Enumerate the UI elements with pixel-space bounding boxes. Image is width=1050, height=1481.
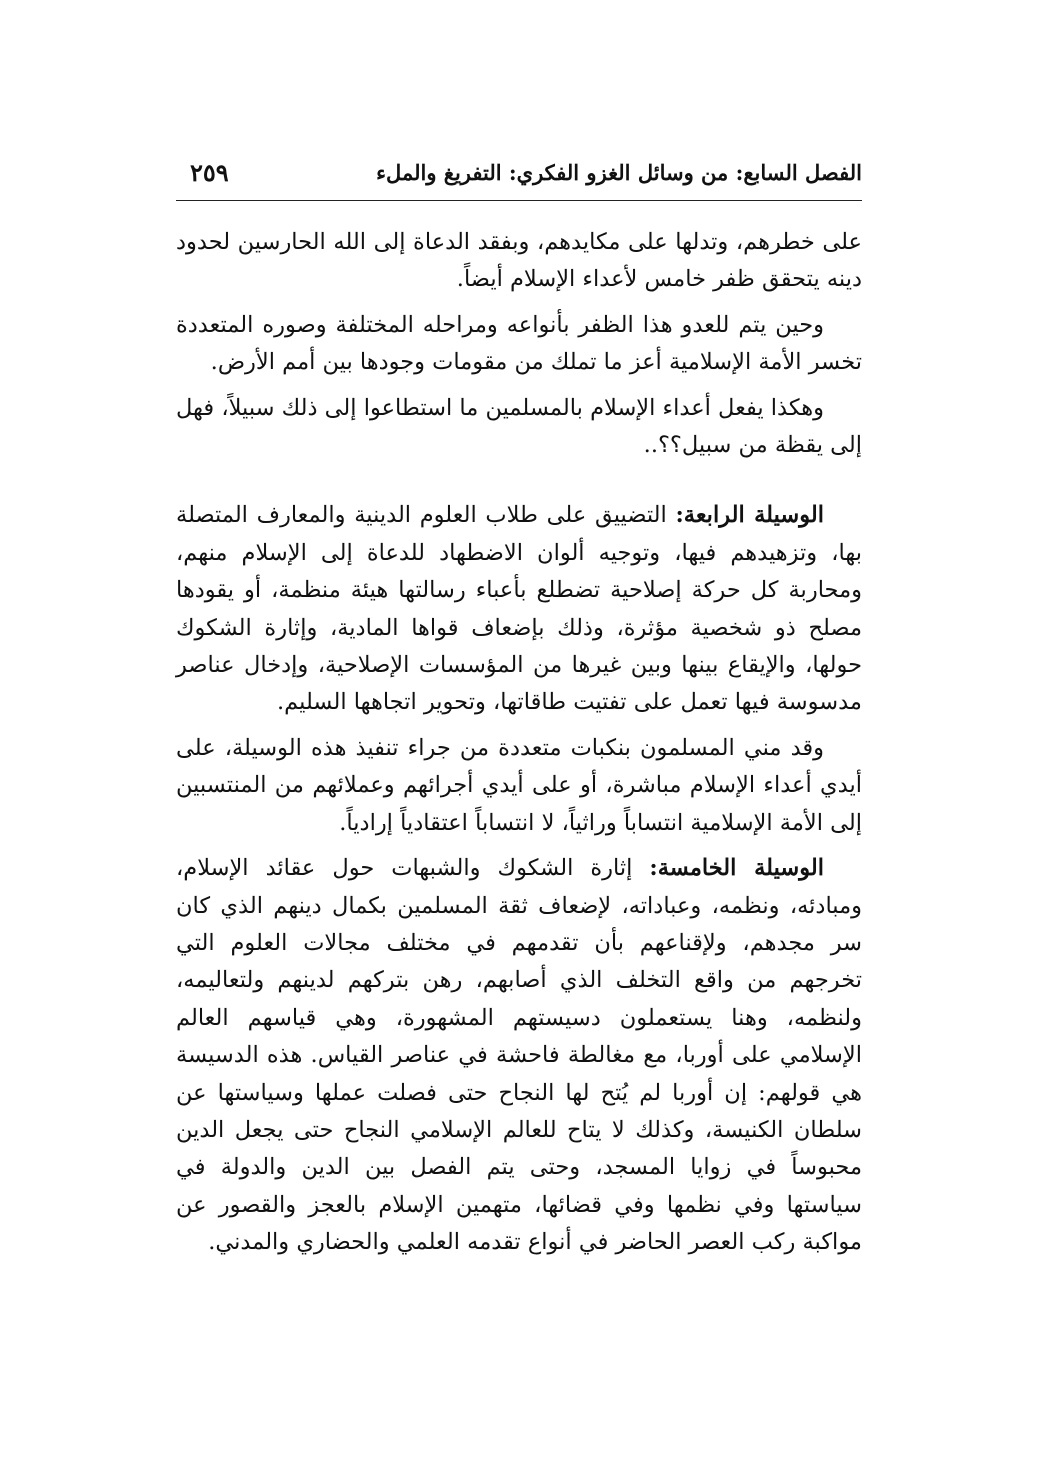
body-text: [176, 224, 862, 1262]
paragraph: [176, 307, 862, 382]
page-header: [176, 158, 862, 194]
paragraph: [176, 730, 862, 842]
paragraph-text: إثارة الشكوك والشبهات حول عقائد الإسلام، ومبادئه، ونظمه، وعباداته، لإضعاف ثقة المسلمين بكمال دينهم الذي كان سر مجدهم، ولإقناعهم بأن تقدمهم في مختلف مجالات العلوم التي تخرجهم من واقع التخلف الذي أصابهم، رهن بتركهم لدينهم ولتعاليمه، ولنظمه، وهنا يستعملون دسيستهم المشهورة، وهي قياسهم العالم الإسلامي على أوربا، مع مغالطة فاحشة في عناصر القياس. هذه الدسيسة هي قولهم: إن أوربا لم يُتح لها النجاح حتى فصلت عملها وسياستها عن سلطان الكنيسة، وكذلك لا يتاح للعالم الإسلامي النجاح حتى يجعل الدين محبوساً في زوايا المسجد، وحتى يتم الفصل بين الدين والدولة في سياستها وفي نظمها وفي قضائها، متهمين الإسلام بالعجز والقصور عن مواكبة ركب العصر الحاضر في أنواع تقدمه العلمي والحضاري والمدني.: [176, 855, 863, 1256]
chapter-title: الفصل السابع: من وسائل الغزو الفكري: التفريغ والملء: [376, 160, 862, 185]
paragraph: [176, 390, 862, 465]
section-lead-label: الوسيلة الرابعة:: [675, 502, 824, 529]
paragraph-text: وهكذا يفعل أعداء الإسلام بالمسلمين ما استطاعوا إلى ذلك سبيلاً، فهل إلى يقظة من سبيل؟؟..: [176, 394, 862, 459]
paragraph-text: التضييق على طلاب العلوم الدينية والمعارف المتصلة بها، وتزهيدهم فيها، وتوجيه ألوان الاضطهاد للدعاة إلى الإسلام منهم، ومحاربة كل حركة إصلاحية تضطلع بأعباء رسالتها هيئة منظمة، أو يقودها مصلح ذو شخصية مؤثرة، وذلك بإضعاف قواها المادية، وإثارة الشكوك حولها، والإيقاع بينها وبين غيرها من المؤسسات الإصلاحية، وإدخال عناصر مدسوسة فيها تعمل على تفتيت طاقاتها، وتحوير اتجاهها السليم.: [176, 502, 862, 716]
paragraph-continuation: [176, 224, 862, 299]
page-number: ٢٥٩: [190, 158, 229, 187]
paragraph-text: وحين يتم للعدو هذا الظفر بأنواعه ومراحله المختلفة وصوره المتعددة تخسر الأمة الإسلامية أعز ما تملك من مقومات وجودها بين أمم الأرض.: [176, 311, 862, 376]
section-lead-label: الوسيلة الخامسة:: [649, 855, 824, 882]
paragraph-means-four: [176, 497, 862, 721]
header-divider: [176, 200, 862, 201]
paragraph-means-five: [176, 850, 862, 1261]
paragraph-text: على خطرهم، وتدلها على مكايدهم، وبفقد الدعاة إلى الله الحارسين لحدود دينه يتحقق ظفر خامس لأعداء الإسلام أيضاً.: [176, 229, 862, 293]
paragraph-text: وقد مني المسلمون بنكبات متعددة من جراء تنفيذ هذه الوسيلة، على أيدي أعداء الإسلام مباشرة، أو على أيدي أجرائهم وعملائهم من المنتسبين إلى الأمة الإسلامية انتساباً وراثياً، لا انتساباً اعتقادياً إرادياً.: [176, 734, 862, 836]
